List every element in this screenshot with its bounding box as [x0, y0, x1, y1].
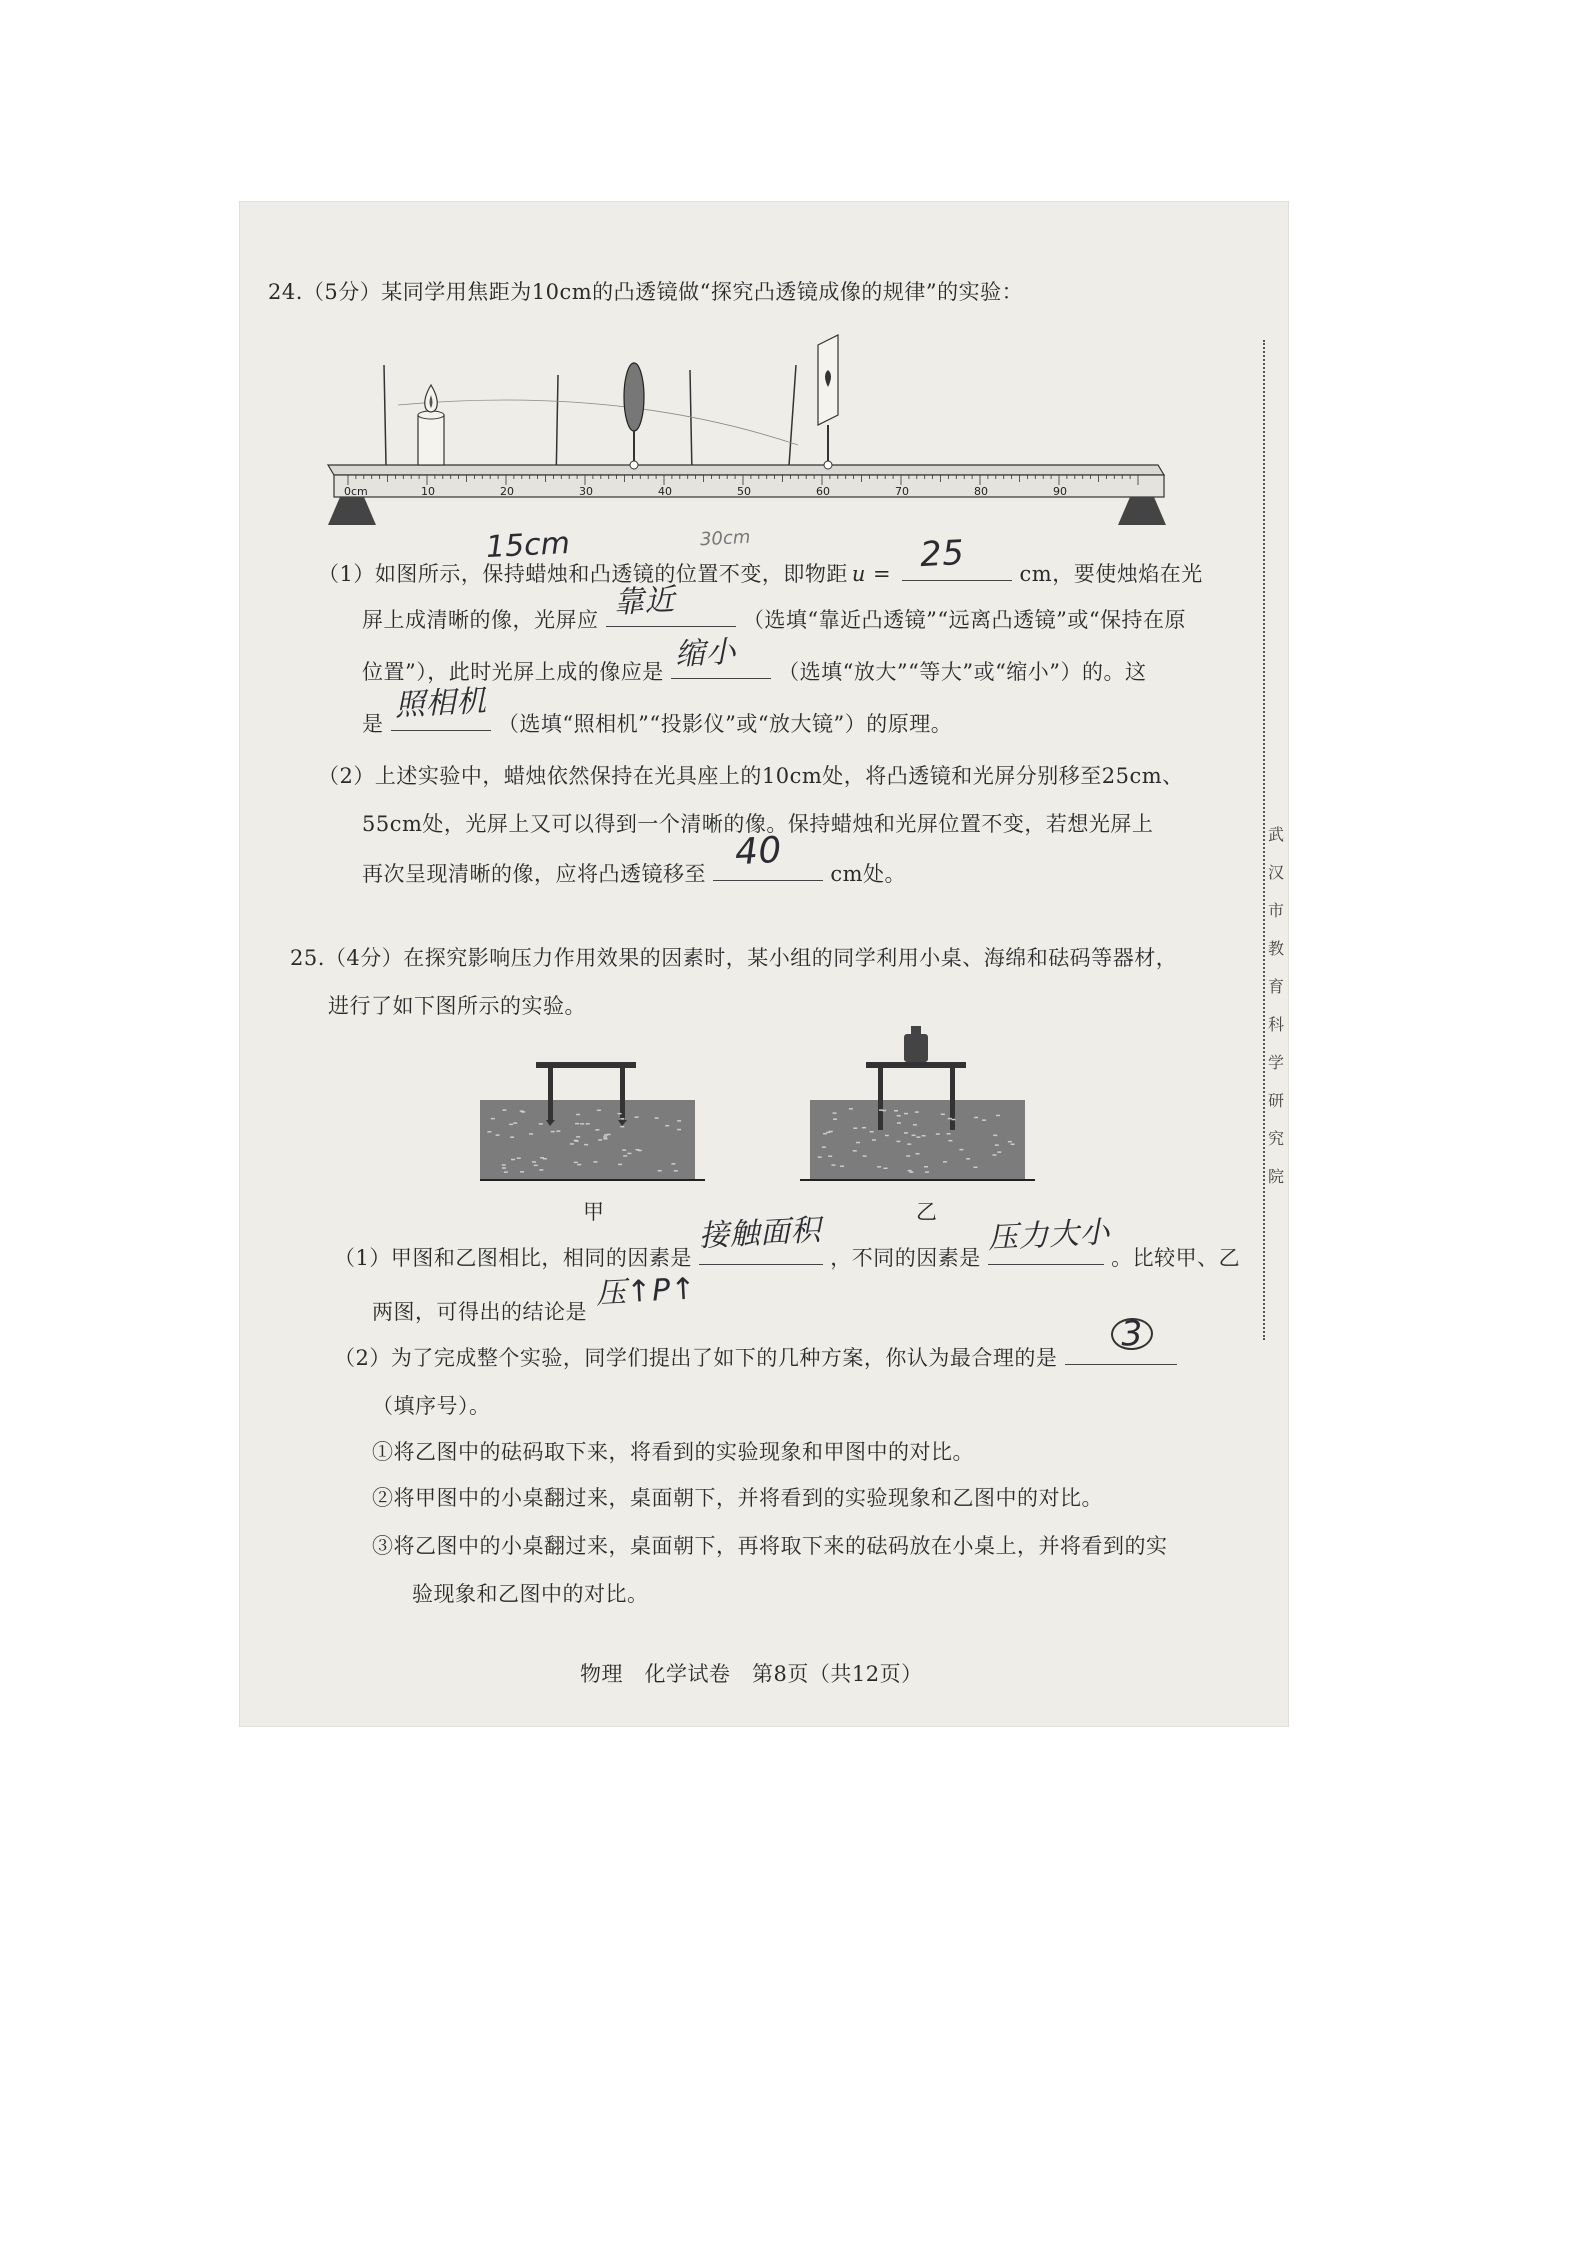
setup-jia: [480, 1062, 705, 1180]
ruler-tick-label: 40: [658, 485, 672, 498]
side-text-char: 研: [1268, 1091, 1285, 1110]
page-footer: 物理 化学试卷 第8页（共12页）: [580, 1662, 923, 1686]
ruler-tick-label: 20: [500, 485, 514, 498]
q24-p2-line3: 再次呈现清晰的像，应将凸透镜移至 40 cm处。: [362, 829, 907, 886]
light-screen: [818, 335, 838, 469]
q24-answer-blank-4[interactable]: 照相机: [391, 708, 491, 731]
side-text-char: 育: [1268, 977, 1285, 996]
q24-answer-blank-3[interactable]: 缩小: [671, 656, 771, 679]
q25-header-line1: 25.（4分）在探究影响压力作用效果的因素时，某小组的同学利用小桌、海绵和砝码等器材，: [290, 946, 1178, 970]
side-text-char: 究: [1268, 1129, 1285, 1148]
q25-answer-blank-2[interactable]: 压力大小: [988, 1242, 1104, 1265]
side-text-char: 武: [1268, 825, 1285, 844]
q25-option-2: ②将甲图中的小桌翻过来，桌面朝下，并将看到的实验现象和乙图中的对比。: [372, 1486, 1103, 1510]
label-jia: 甲: [583, 1200, 605, 1224]
setup-yi: [800, 1026, 1035, 1180]
q24-p1-line4: 是 照相机 （选填“照相机”“投影仪”或“放大镜”）的原理。: [362, 683, 953, 736]
q25-answer-blank-3[interactable]: 压↑P↑: [595, 1271, 698, 1312]
convex-lens: [624, 363, 644, 469]
ruler-tick-label: 10: [421, 485, 435, 498]
ruler-tick-label: 60: [816, 485, 830, 498]
ruler-tick-label: 50: [737, 485, 751, 498]
q25-header-line2: 进行了如下图所示的实验。: [328, 994, 586, 1018]
q25-answer-blank-1[interactable]: 接触面积: [699, 1242, 823, 1265]
candle: [418, 385, 444, 465]
q25-answer-blank-4[interactable]: 3: [1065, 1342, 1177, 1365]
sponge-table-diagram: [480, 1020, 1050, 1220]
label-yi: 乙: [916, 1200, 938, 1224]
handwritten-30cm: 30cm: [699, 526, 751, 551]
q24-p2-line1: （2）上述实验中，蜡烛依然保持在光具座上的10cm处，将凸透镜和光屏分别移至25cm、: [318, 764, 1184, 788]
side-text-char: 科: [1268, 1015, 1285, 1034]
q24-answer-blank-1[interactable]: 25: [902, 558, 1012, 581]
side-text-char: 市: [1268, 901, 1285, 920]
ruler-tick-label: 30: [579, 485, 593, 498]
side-text-char: 学: [1268, 1053, 1285, 1072]
q24-p2-line2: 55cm处，光屏上又可以得到一个清晰的像。保持蜡烛和光屏位置不变，若想光屏上: [362, 812, 1154, 836]
q25-p2-line2: （填序号）。: [372, 1394, 491, 1418]
q24-p1-line2: 屏上成清晰的像，光屏应 靠近 （选填“靠近凸透镜”“远离凸透镜”或“保持在原: [362, 582, 1187, 632]
handwritten-15cm: 15cm: [485, 525, 571, 566]
side-text-char: 汉: [1268, 863, 1285, 882]
q25-option-3-line1: ③将乙图中的小桌翻过来，桌面朝下，再将取下来的砝码放在小桌上，并将看到的实: [372, 1534, 1168, 1558]
q25-p1-line2: 两图，可得出的结论是 压↑P↑: [372, 1296, 714, 1326]
side-text-char: 教: [1268, 939, 1285, 958]
optical-bench-diagram: [318, 325, 1178, 555]
q24-p1-line3: 位置”），此时光屏上成的像应是 缩小 （选填“放大”“等大”或“缩小”）的。这: [362, 634, 1147, 684]
q24-answer-blank-2[interactable]: 靠近: [606, 604, 736, 627]
ruler-tick-label: 0cm: [344, 485, 368, 498]
q25-p2-line1: （2）为了完成整个实验，同学们提出了如下的几种方案，你认为最合理的是 3: [334, 1342, 1177, 1372]
q24-answer-blank-5[interactable]: 40: [713, 858, 823, 881]
q24-p1-line1: （1）如图所示，保持蜡烛和凸透镜的位置不变，即物距 u = 25 cm，要使烛焰在光: [318, 532, 1203, 586]
binding-dotted-line: [1263, 340, 1265, 1340]
ruler-tick-label: 90: [1053, 485, 1067, 498]
q25-option-3-line2: 验现象和乙图中的对比。: [412, 1582, 649, 1606]
q25-option-1: ①将乙图中的砝码取下来，将看到的实验现象和甲图中的对比。: [372, 1440, 974, 1464]
ruler-tick-label: 80: [974, 485, 988, 498]
q24-header: 24.（5分）某同学用焦距为10cm的凸透镜做“探究凸透镜成像的规律”的实验：: [268, 280, 1024, 304]
ruler-tick-label: 70: [895, 485, 909, 498]
q25-p1-line1: （1）甲图和乙图相比，相同的因素是 接触面积 ，不同的因素是 压力大小 。比较甲、乙: [334, 1212, 1241, 1270]
side-text-char: 院: [1268, 1167, 1285, 1186]
